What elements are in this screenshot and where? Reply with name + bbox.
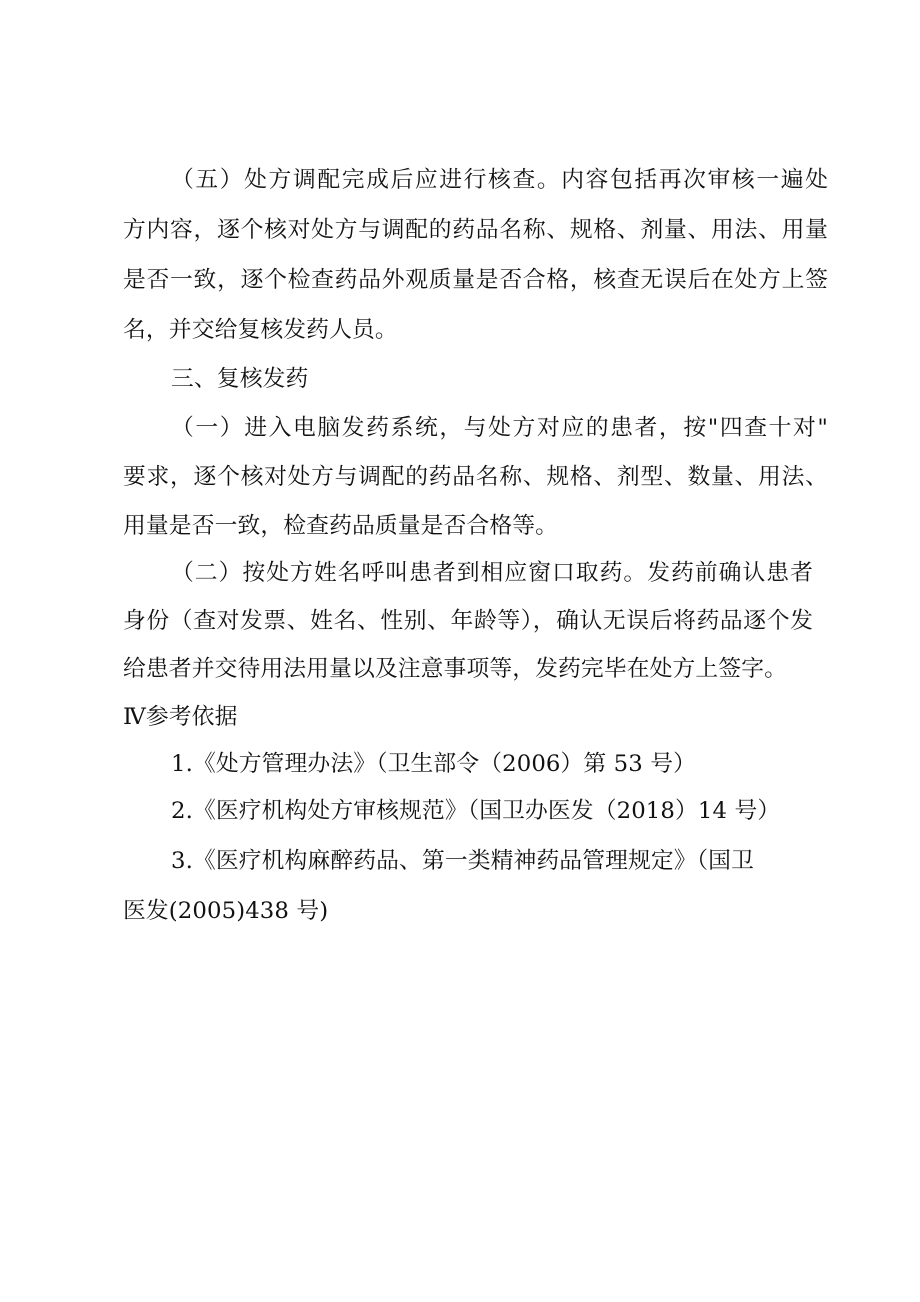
item-1-line-2: 要求，逐个核对处方与调配的药品名称、规格、剂型、数量、用法、 [123,464,828,490]
reference-1: 1.《处方管理办法》（卫生部令（2006）第 53 号） [171,751,697,777]
reference-3-line-2: 医发(2005)438 号) [123,898,329,924]
section-5-line-2: 方内容，逐个核对处方与调配的药品名称、规格、剂量、用法、用量 [123,217,828,243]
section-5-line-4: 名，并交给复核发药人员。 [123,317,398,343]
section-5-line-1: （五）处方调配完成后应进行核查。内容包括再次审核一遍处 [171,167,828,193]
item-2-line-1: （二）按处方姓名呼叫患者到相应窗口取药。发药前确认患者 [171,560,813,586]
item-1-line-3: 用量是否一致，检查药品质量是否合格等。 [123,513,559,539]
item-1-line-1: （一）进入电脑发药系统，与处方对应的患者，按"四查十对" [171,415,828,441]
section-5-line-3: 是否一致，逐个检查药品外观质量是否合格，核查无误后在处方上签 [123,267,828,293]
heading-references: Ⅳ参考依据 [123,704,238,730]
item-2-line-2: 身份（查对发票、姓名、性别、年龄等），确认无误后将药品逐个发 [123,608,813,634]
item-2-line-3: 给患者并交待用法用量以及注意事项等，发药完毕在处方上签字。 [123,656,788,682]
reference-3-line-1: 3.《医疗机构麻醉药品、第一类精神药品管理规定》（国卫 [171,848,754,874]
heading-review-dispense: 三、复核发药 [171,366,309,392]
reference-2: 2.《医疗机构处方审核规范》（国卫办医发（2018）14 号） [171,798,781,824]
